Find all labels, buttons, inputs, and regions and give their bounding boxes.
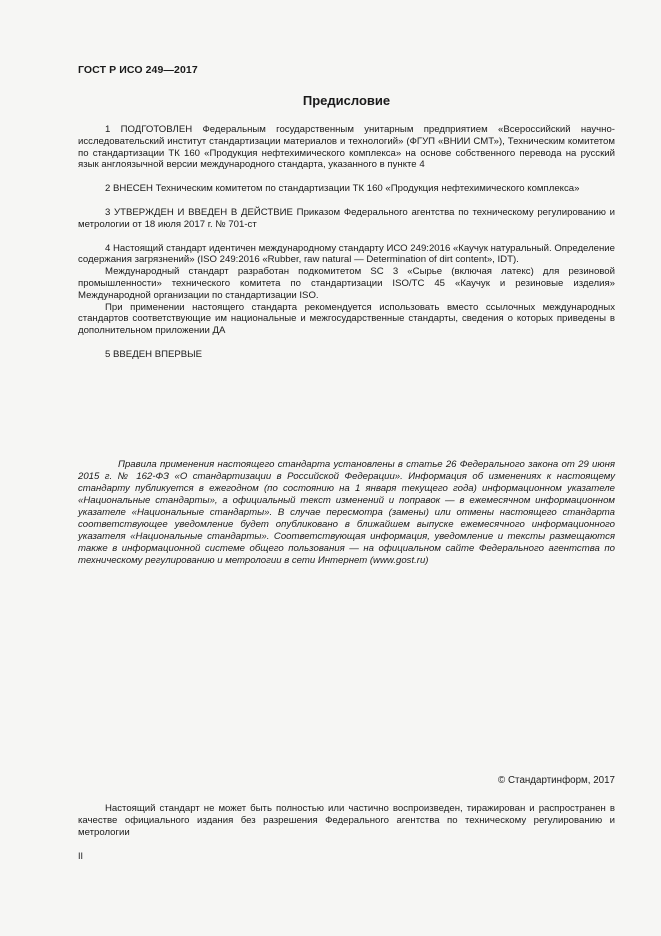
section-2: 2 ВНЕСЕН Техническим комитетом по стандартизации ТК 160 «Продукция нефтехимического комплекса»: [105, 183, 580, 195]
section-3: 3 УТВЕРЖДЕН И ВВЕДЕН В ДЕЙСТВИЕ Приказом Федерального агентства по техническому регулированию и метрологии от 18 июля 2017 г. № 701-ст: [78, 206, 615, 230]
section-4-paragraph-2: Международный стандарт разработан подкомитетом SC 3 «Сырье (включая латекс) для резиновой промышленности» технического комитета по стандартизации ISO/TC 45 «Каучук и резиновые изделия» Международной организации по стандартизации ISO.: [78, 266, 615, 301]
section-1: 1 ПОДГОТОВЛЕН Федеральным государственным унитарным предприятием «Всероссийский научно-исследовательский институт стандартизации материалов и технологий» (ФГУП «ВНИИ СМТ»), Техническим комитетом по стандартизации ТК 160 «Продукция нефтехимического комплекса» на основе собственного перевода на русский язык англоязычной версии международного стандарта, указанного в пункте 4: [78, 124, 615, 171]
document-code: ГОСТ Р ИСО 249—2017: [78, 64, 198, 76]
section-4-paragraph-3: При применении настоящего стандарта рекомендуется использовать вместо ссылочных международных стандартов соответствующие им национальные и межгосударственные стандарты, сведения о которых приведены в дополнительном приложении ДА: [78, 301, 615, 337]
application-rules-note: Правила применения настоящего стандарта установлены в статье 26 Федерального закона от 29 июня 2015 г. № 162-ФЗ «О стандартизации в Российской Федерации». Информация об изменениях к настоящему стандарту публикуется в ежегодном (по состоянию на 1 января текущего года) информационном указателе «Национальные стандарты», а официальный текст изменений и поправок — в ежемесячном информационном указателе «Национальные стандарты». В случае пересмотра (замены) или отмены настоящего стандарта соответствующее уведомление будет опубликовано в ближайшем выпуске ежемесячного информационного указателя «Национальные стандарты». Соответствующая информация, уведомление и тексты размещаются также в информационной системе общего пользования — на официальном сайте Федерального агентства по техническому регулированию и метрологии в сети Интернет (www.gost.ru): [78, 459, 615, 566]
preface-body: [78, 124, 615, 361]
page-number: II: [78, 851, 84, 861]
page-title: Предисловие: [302, 93, 391, 108]
reproduction-notice: Настоящий стандарт не может быть полностью или частично воспроизведен, тиражирован и распространен в качестве официального издания без разрешения Федерального агентства по техническому регулированию и метрологии: [78, 803, 615, 838]
section-4: 4 Настоящий стандарт идентичен международному стандарту ИСО 249:2016 «Каучук натуральный. Определение содержания загрязнений» (ISO 249:2016 «Rubber, raw natural — Determination of dirt content», IDT).: [78, 242, 615, 266]
copyright-notice: © Стандартинформ, 2017: [498, 775, 615, 786]
section-5: 5 ВВЕДЕН ВПЕРВЫЕ: [105, 348, 203, 360]
